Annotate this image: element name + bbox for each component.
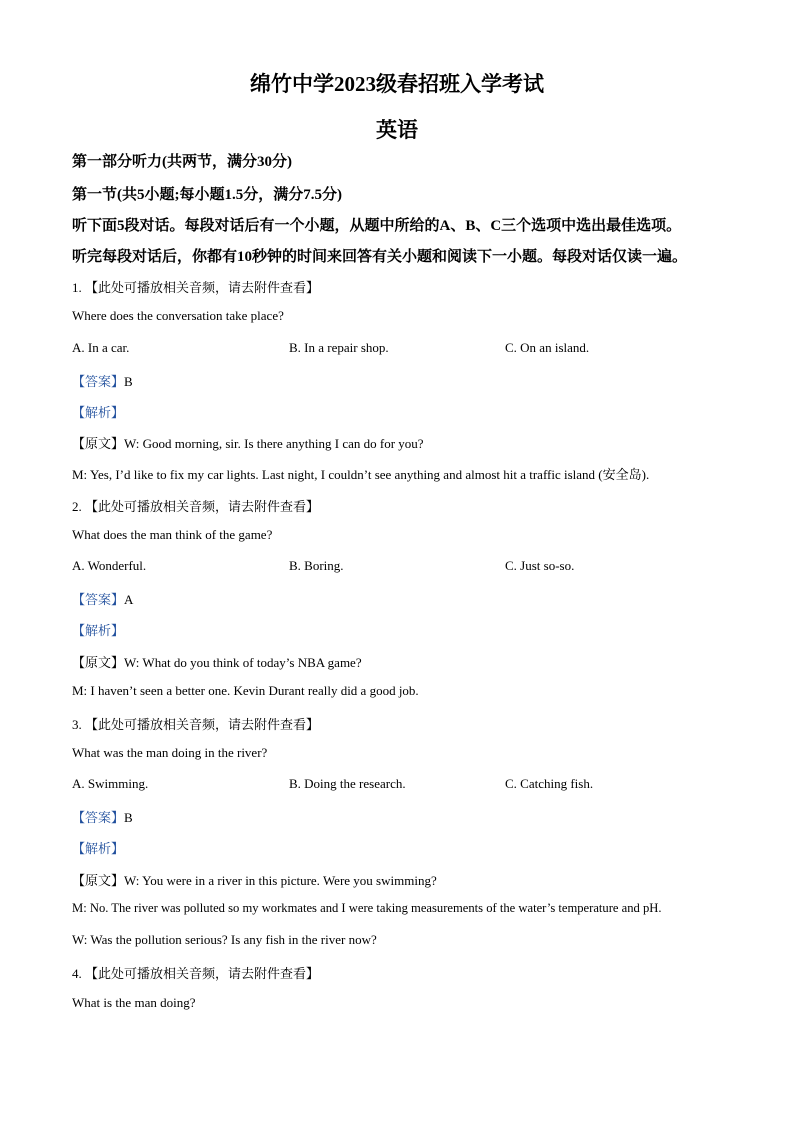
answer-label: 【答案】 <box>72 592 125 607</box>
analysis-label: 【解析】 <box>72 623 125 638</box>
question-3-answer <box>72 807 734 826</box>
question-2-option-b: B. Boring. <box>289 558 344 573</box>
part-heading: 第一部分听力(共两节，满分30分) <box>72 154 292 170</box>
question-3-transcript-2: M: No. The river was polluted so my workmates and I were taking measurements of the water’s temperature and pH. <box>72 901 662 915</box>
question-1-prompt: Where does the conversation take place? <box>72 308 284 323</box>
exam-title: 绵竹中学2023级春招班入学考试 <box>250 72 544 96</box>
analysis-label: 【解析】 <box>72 405 125 420</box>
question-3-transcript-1: 【原文】W: You were in a river in this picture. Were you swimming? <box>72 873 437 888</box>
analysis-label: 【解析】 <box>72 841 125 856</box>
question-3-transcript-3: W: Was the pollution serious? Is any fish in the river now? <box>72 932 377 947</box>
question-2-option-a: A. Wonderful. <box>72 558 147 573</box>
exam-subject: 英语 <box>376 118 418 142</box>
question-2-option-c: C. Just so-so. <box>505 558 575 573</box>
answer-value: A <box>124 592 134 607</box>
question-1-option-a: A. In a car. <box>72 340 130 355</box>
question-1-option-c: C. On an island. <box>505 340 590 355</box>
question-2-prompt: What does the man think of the game? <box>72 527 273 542</box>
question-2-transcript-1: 【原文】W: What do you think of today’s NBA game? <box>72 655 362 670</box>
answer-label: 【答案】 <box>72 810 125 825</box>
section-heading: 第一节(共5小题;每小题1.5分，满分7.5分) <box>72 187 342 203</box>
answer-value: B <box>124 810 133 825</box>
original-label: 【原文】 <box>72 655 125 670</box>
question-3-number: 3. 【此处可播放相关音频，请去附件查看】 <box>72 717 320 732</box>
original-label: 【原文】 <box>72 436 125 451</box>
answer-value: B <box>124 374 133 389</box>
original-label: 【原文】 <box>72 873 125 888</box>
question-1-number: 1. 【此处可播放相关音频，请去附件查看】 <box>72 280 320 295</box>
question-3-option-a: A. Swimming. <box>72 776 149 791</box>
answer-label: 【答案】 <box>72 374 125 389</box>
question-2-number: 2. 【此处可播放相关音频，请去附件查看】 <box>72 499 320 514</box>
instruction-line-2: 听完每段对话后，你都有10秒钟的时间来回答有关小题和阅读下一小题。每段对话仅读一遍。 <box>72 249 688 265</box>
instruction-line-1: 听下面5段对话。每段对话后有一个小题，从题中所给的A、B、C三个选项中选出最佳选项。 <box>72 218 682 234</box>
question-1-analysis <box>72 402 734 421</box>
question-4-number: 4. 【此处可播放相关音频，请去附件查看】 <box>72 966 320 981</box>
question-1-answer <box>72 371 734 390</box>
question-1-transcript-1: 【原文】W: Good morning, sir. Is there anything I can do for you? <box>72 436 424 451</box>
question-4-prompt: What is the man doing? <box>72 995 196 1010</box>
question-3-option-c: C. Catching fish. <box>505 776 594 791</box>
question-1-option-b: B. In a repair shop. <box>289 340 389 355</box>
question-1-transcript-2: M: Yes, I’d like to fix my car lights. Last night, I couldn’t see anything and almost hit a traffic island (安全岛). <box>72 467 650 482</box>
question-3-prompt: What was the man doing in the river? <box>72 745 268 760</box>
question-3-analysis <box>72 838 734 857</box>
question-2-transcript-2: M: I haven’t seen a better one. Kevin Durant really did a good job. <box>72 683 419 698</box>
question-2-answer <box>72 589 734 608</box>
question-3-option-b: B. Doing the research. <box>289 776 406 791</box>
question-2-analysis <box>72 620 734 639</box>
